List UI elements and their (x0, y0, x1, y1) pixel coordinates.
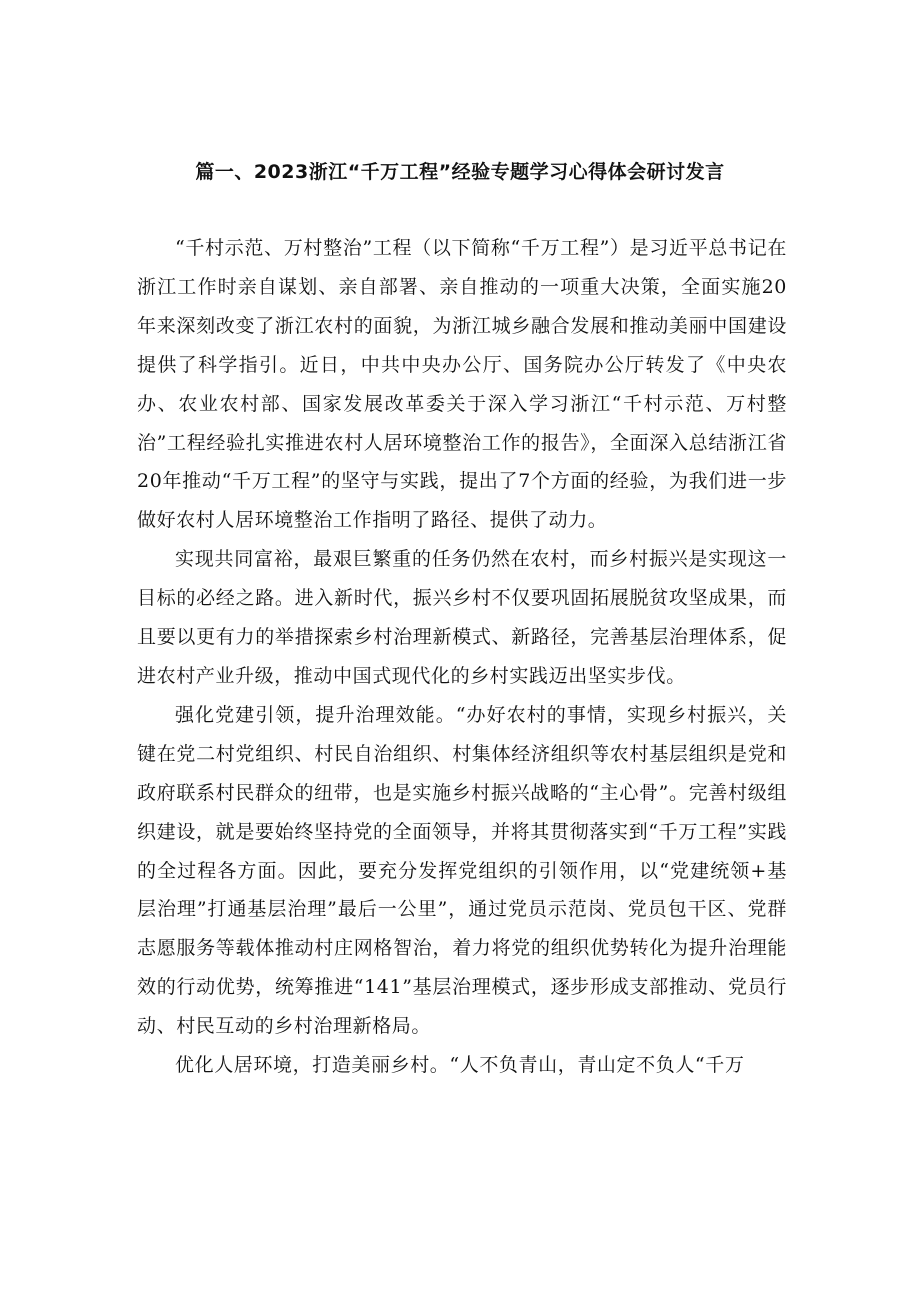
paragraph-intro: “千村示范、万村整治”工程（以下简称“千万工程”）是习近平总书记在浙江工作时亲自谋划、亲自部署、亲自推动的一项重大决策，全面实施20年来深刻改变了浙江农村的面貌，为浙江城乡融合发展和推动美丽中国建设提供了科学指引。近日，中共中央办公厅、国务院办公厅转发了《中央农办、农业农村部、国家发展改革委关于深入学习浙江“千村示范、万村整治”工程经验扎实推进农村人居环境整治工作的报告》，全面深入总结浙江省20年推动“千万工程”的坚守与实践，提出了7个方面的经验，为我们进一步做好农村人居环境整治工作指明了路径、提供了动力。 (137, 237, 787, 532)
paragraph-living-environment: 优化人居环境，打造美丽乡村。“人不负青山，青山定不负人“千万 (175, 1054, 745, 1077)
document-title: 篇一、2023浙江“千万工程”经验专题学习心得体会研讨发言 (195, 161, 725, 183)
paragraph-party-building: 强化党建引领，提升治理效能。“办好农村的事情，实现乡村振兴，关键在党二村党组织、村民自治组织、村集体经济组织等农村基层组织是党和政府联系村民群众的纽带，也是实施乡村振兴战略的“主心骨”。完善村级组织建设，就是要始终坚持党的全面领导，并将其贯彻落实到“千万工程”实践的全过程各方面。因此，要充分发挥党组织的引领作用，以“党建统领+基层治理”打通基层治理”最后一公里”，通过党员示范岗、党员包干区、党群志愿服务等载体推动村庄网格智治，着力将党的组织优势转化为提升治理能效的行动优势，统筹推进“141”基层治理模式，逐步形成支部推动、党员行动、村民互动的乡村治理新格局。 (137, 703, 787, 1038)
paragraph-common-prosperity: 实现共同富裕，最艰巨繁重的任务仍然在农村，而乡村振兴是实现这一目标的必经之路。进入新时代，振兴乡村不仅要巩固拓展脱贫攻坚成果，而且要以更有力的举措探索乡村治理新模式、新路径，完善基层治理体系，促进农村产业升级，推动中国式现代化的乡村实践迈出坚实步伐。 (137, 548, 787, 687)
document-body (137, 229, 787, 1085)
